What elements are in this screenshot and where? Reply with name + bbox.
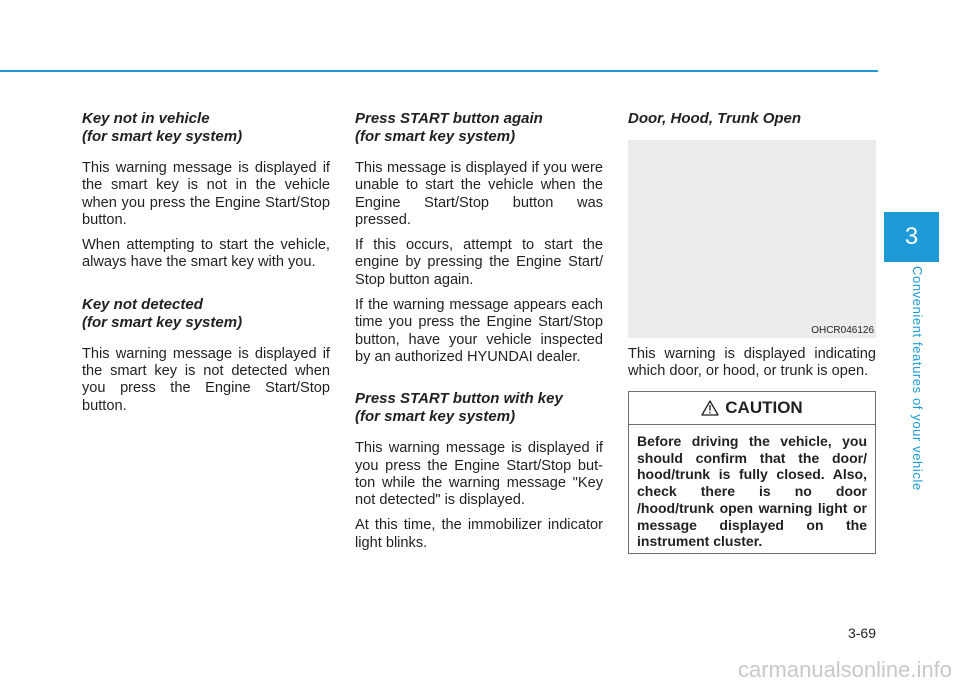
paragraph: At this time, the immobilizer indicator light blinks. <box>355 517 603 551</box>
caution-heading: CAUTION <box>629 397 875 419</box>
section-heading-key-not-detected: Key not detected (for smart key system) <box>82 295 243 331</box>
section-heading-press-start-with-key: Press START button with key (for smart key system) <box>355 390 563 426</box>
paragraph: If the warning message appears each time you press the Engine Start/Stop button, have your vehicle inspected by an authorized HYUNDAI dealer. <box>355 297 603 365</box>
column-3 <box>628 110 876 381</box>
paragraph: This warning message is displayed if the smart key is not detected when you press the Engine Start/Stop button. <box>82 345 330 414</box>
section-heading-door-hood-trunk: Door, Hood, Trunk Open <box>628 110 802 127</box>
caution-divider <box>629 424 875 425</box>
warning-illustration <box>628 140 876 338</box>
caution-box <box>628 391 876 554</box>
chapter-title: Convenient features of your vehicle <box>910 266 925 491</box>
paragraph: This message is displayed if you were unable to start the vehicle when the Engine Start/Stop button was pressed. <box>355 160 603 228</box>
paragraph: This warning is displayed indicating which door, or hood, or trunk is open. <box>628 346 876 380</box>
chapter-tab: 3 <box>884 212 939 262</box>
paragraph: When attempting to start the vehicle, always have the smart key with you. <box>82 237 330 271</box>
watermark: carmanualsonline.info <box>737 657 952 682</box>
caution-text: Before driving the vehicle, you should confirm that the door/ hood/trunk is fully closed. Also, check there is no door /hood/trunk open warning light or message displayed on the instrument cluster. <box>637 433 867 550</box>
page-number: 3-69 <box>847 625 876 641</box>
paragraph: This warning message is displayed if you press the Engine Start/Stop but- ton while the warning message "Key not detected" is displayed. <box>355 440 603 509</box>
column-2 <box>355 110 603 552</box>
section-heading-key-not-in-vehicle: Key not in vehicle (for smart key system) <box>82 110 243 145</box>
header-rule <box>0 70 878 72</box>
section-heading-press-start-again: Press START button again (for smart key system) <box>355 110 543 145</box>
paragraph: If this occurs, attempt to start the engine by pressing the Engine Start/ Stop button again. <box>355 237 603 288</box>
column-1 <box>82 110 330 415</box>
figure-code: OHCR046126 <box>811 325 874 336</box>
warning-triangle-icon <box>701 400 719 416</box>
paragraph: This warning message is displayed if the smart key is not in the vehicle when you press the Engine Start/Stop button. <box>82 160 330 228</box>
